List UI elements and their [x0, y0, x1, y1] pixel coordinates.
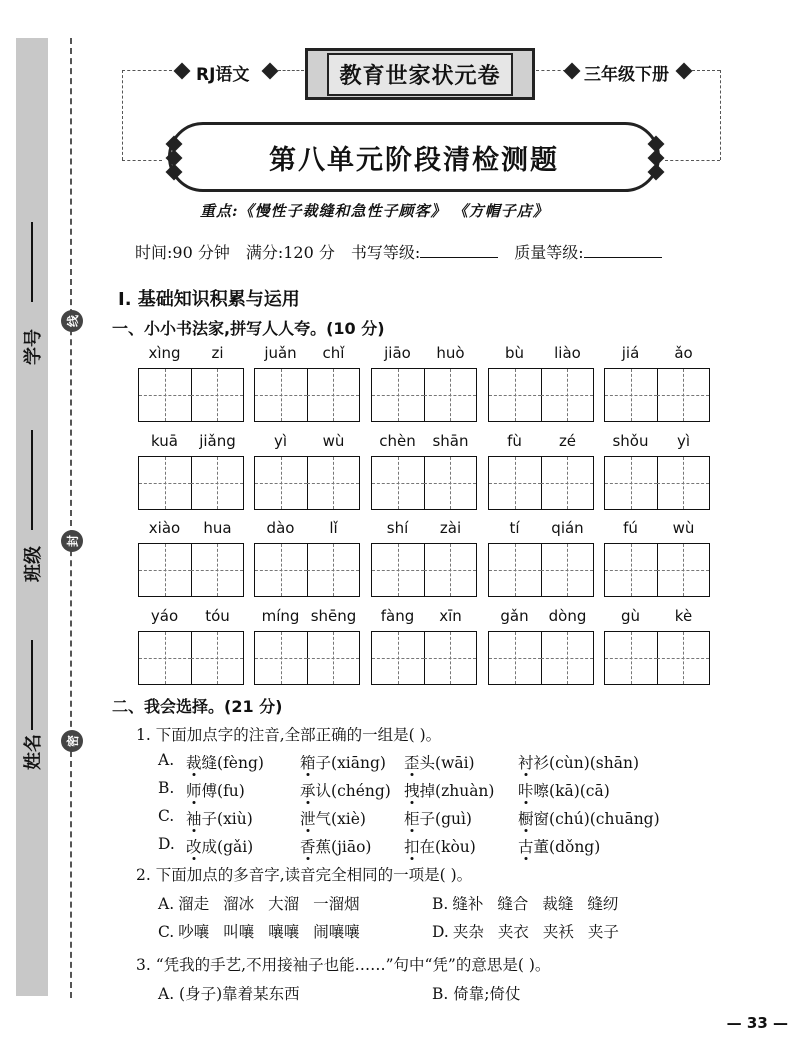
option-item	[186, 751, 264, 773]
pinyin-label: shēng	[310, 607, 357, 625]
option-rest: 子(xiāng)	[315, 754, 386, 772]
writing-cell[interactable]	[541, 544, 593, 596]
q2-title: 二、我会选择。(21 分)	[112, 697, 283, 716]
page-number: — 33 —	[726, 1014, 788, 1032]
writing-cells	[604, 543, 710, 597]
option-word: 叫嚷	[223, 923, 255, 941]
writing-cell[interactable]	[255, 544, 308, 596]
writing-cell[interactable]	[191, 457, 243, 509]
student-no-blank	[31, 222, 33, 302]
pinyin-label: xiào	[148, 519, 181, 537]
pinyin-label: fù	[507, 432, 522, 450]
writing-cell[interactable]	[255, 369, 308, 421]
writing-cell[interactable]	[139, 544, 192, 596]
writing-cell[interactable]	[139, 457, 192, 509]
writing-cell[interactable]	[424, 544, 476, 596]
dotted-char: 咔	[518, 782, 534, 800]
pinyin-label: chèn	[379, 432, 416, 450]
writing-cells	[488, 456, 594, 510]
option-word: 吵嚷	[178, 923, 210, 941]
pinyin-label: juǎn	[264, 344, 297, 362]
option-letter[interactable]: A.	[158, 751, 175, 769]
writing-cell[interactable]	[191, 369, 243, 421]
grade-tag: 三年级下册	[584, 65, 669, 85]
writing-cell[interactable]	[657, 457, 709, 509]
dotted-char: 柜	[404, 810, 420, 828]
connector-line	[720, 70, 721, 160]
dotted-char: 泄	[300, 810, 316, 828]
option-word: 裁缝	[542, 895, 574, 913]
option-word: 溜冰	[223, 895, 255, 913]
pinyin-label: xìng	[148, 344, 181, 362]
pinyin-label: zài	[439, 519, 462, 537]
dotted-char: 橱	[518, 810, 534, 828]
writing-cells	[254, 631, 360, 685]
writing-cell[interactable]	[605, 369, 658, 421]
option-word: 闹嚷嚷	[313, 923, 360, 941]
part1-title: Ⅰ. 基础知识积累与运用	[118, 289, 300, 310]
dotted-char: 歪	[404, 754, 420, 772]
pinyin-label: kè	[674, 607, 693, 625]
writing-cells	[371, 543, 477, 597]
option-word: 夹衣	[497, 923, 529, 941]
option-item	[518, 807, 660, 829]
dotted-char: 古	[518, 838, 534, 856]
pinyin-label: wù	[672, 519, 695, 537]
option-item	[518, 835, 600, 857]
writing-cells	[254, 456, 360, 510]
option-word: 嚷嚷	[268, 923, 300, 941]
option-item	[186, 807, 253, 829]
option-rest: 在(kòu)	[419, 838, 476, 856]
option-letter: A.	[158, 895, 175, 913]
cut-line	[70, 38, 72, 998]
diamond-icon	[676, 63, 693, 80]
option-rest: 掉(zhuàn)	[419, 782, 495, 800]
class-label: 班级	[23, 546, 44, 582]
writing-cell[interactable]	[605, 632, 658, 684]
option-word: 缝纫	[587, 895, 619, 913]
option-word: 缝补	[452, 895, 484, 913]
series-title: 教育世家状元卷	[327, 53, 512, 96]
pinyin-label: jiāo	[384, 344, 411, 362]
pinyin-label: shí	[386, 519, 409, 537]
connector-line	[122, 70, 172, 71]
pinyin-label: hua	[203, 519, 232, 537]
writing-cell[interactable]	[307, 544, 359, 596]
connector-line	[665, 160, 720, 161]
full-score: 满分:120 分	[245, 243, 335, 262]
pinyin-label: tóu	[205, 607, 230, 625]
quality-grade-blank[interactable]	[584, 243, 662, 258]
seal-xian: 线	[61, 310, 83, 332]
q2-sub2-option-c[interactable]	[158, 920, 374, 942]
option-item	[300, 779, 391, 801]
writing-cells	[488, 631, 594, 685]
option-word: 缝合	[497, 895, 529, 913]
pinyin-label: fú	[623, 519, 638, 537]
option-rest: 子(guì)	[419, 810, 472, 828]
connector-line	[536, 70, 566, 71]
option-rest: 傅(fu)	[201, 782, 245, 800]
pinyin-label: gǎn	[500, 607, 529, 625]
pinyin-label: dòng	[548, 607, 587, 625]
pinyin-label: yáo	[150, 607, 179, 625]
writing-cell[interactable]	[307, 632, 359, 684]
time-limit: 时间:90 分钟	[135, 243, 230, 262]
writing-cell[interactable]	[191, 544, 243, 596]
option-letter: C.	[158, 923, 175, 941]
option-item	[518, 751, 639, 773]
writing-cells	[604, 456, 710, 510]
writing-cell[interactable]	[541, 369, 593, 421]
dotted-char: 扣	[404, 838, 420, 856]
pinyin-label: xīn	[439, 607, 462, 625]
connector-line	[278, 70, 304, 71]
connector-line	[122, 160, 162, 161]
pinyin-label: liào	[554, 344, 581, 362]
writing-cells	[138, 631, 244, 685]
writing-cells	[604, 631, 710, 685]
writing-cell[interactable]	[605, 544, 658, 596]
writing-cell[interactable]	[307, 457, 359, 509]
writing-cell[interactable]	[489, 369, 542, 421]
pinyin-label: zi	[211, 344, 224, 362]
writing-grade-blank[interactable]	[420, 243, 498, 258]
option-item	[186, 835, 253, 857]
writing-cell[interactable]	[139, 632, 192, 684]
writing-cells	[138, 543, 244, 597]
option-rest: 窗(chú)(chuāng)	[533, 810, 660, 828]
option-letter[interactable]: D.	[158, 835, 175, 853]
option-item	[404, 835, 476, 857]
q1-title: 一、小小书法家,拼写人人夸。(10 分)	[112, 319, 385, 338]
pinyin-label: qián	[551, 519, 584, 537]
option-word: 溜走	[178, 895, 210, 913]
writing-cell[interactable]	[255, 632, 308, 684]
pinyin-label: chǐ	[322, 344, 345, 362]
pinyin-label: bù	[504, 344, 525, 362]
option-word: 大溜	[268, 895, 300, 913]
page-title: 第八单元阶段清检测题	[168, 122, 660, 192]
writing-cells	[371, 631, 477, 685]
writing-cells	[488, 368, 594, 422]
pinyin-label: míng	[261, 607, 300, 625]
option-rest: 蕉(jiāo)	[315, 838, 372, 856]
option-rest: 衫(cùn)(shān)	[533, 754, 640, 772]
pinyin-label: shān	[432, 432, 469, 450]
writing-cells	[254, 368, 360, 422]
writing-cell[interactable]	[307, 369, 359, 421]
q2-sub2-option-b[interactable]	[432, 892, 632, 914]
option-rest: 成(gǎi)	[201, 838, 254, 856]
option-letter[interactable]: C.	[158, 807, 175, 825]
option-item	[404, 779, 494, 801]
diamond-icon	[262, 63, 279, 80]
q2-sub1: 1. 下面加点字的注音,全部正确的一组是( )。	[136, 726, 442, 744]
name-blank	[31, 640, 33, 730]
dotted-char: 袖	[186, 810, 202, 828]
writing-cells	[604, 368, 710, 422]
option-item	[404, 807, 472, 829]
q2-sub2-option-d[interactable]	[432, 920, 633, 942]
series-banner	[305, 48, 535, 100]
option-rest: 气(xiè)	[315, 810, 366, 828]
writing-cell[interactable]	[372, 632, 425, 684]
pinyin-label: jiá	[621, 344, 640, 362]
dotted-char: 香	[300, 838, 316, 856]
dotted-char: 改	[186, 838, 202, 856]
option-rest: 子(xiù)	[201, 810, 253, 828]
pinyin-label: lǐ	[329, 519, 338, 537]
dotted-char: 衬	[518, 754, 534, 772]
dotted-char: 承	[300, 782, 316, 800]
option-rest: 头(wāi)	[419, 754, 475, 772]
pinyin-label: kuā	[151, 432, 178, 450]
option-rest: 董(dǒng)	[533, 838, 601, 856]
dotted-char: 拽	[404, 782, 420, 800]
option-rest: 缝(fèng)	[201, 754, 264, 772]
pinyin-label: zé	[558, 432, 577, 450]
writing-cell[interactable]	[489, 544, 542, 596]
exam-info	[135, 240, 662, 263]
q2-sub3-option-b[interactable]: B. 倚靠;倚仗	[432, 985, 521, 1003]
pinyin-label: dào	[266, 519, 295, 537]
subject-tag: RJ语文	[196, 65, 250, 85]
option-rest: 嚓(kā)(cā)	[533, 782, 610, 800]
option-item	[404, 751, 475, 773]
pinyin-label: tí	[509, 519, 520, 537]
writing-cell[interactable]	[372, 544, 425, 596]
connector-line	[122, 70, 123, 160]
writing-cell[interactable]	[191, 632, 243, 684]
pinyin-label: fàng	[380, 607, 415, 625]
dotted-char: 师	[186, 782, 202, 800]
class-blank	[31, 430, 33, 530]
q2-sub3: 3. “凭我的手艺,不用接袖子也能……”句中“凭”的意思是( )。	[136, 956, 551, 974]
q2-sub3-option-a[interactable]: A. (身子)靠着某东西	[158, 985, 300, 1003]
quality-grade: 质量等级:	[514, 240, 661, 263]
writing-cells	[138, 456, 244, 510]
writing-cell[interactable]	[489, 457, 542, 509]
dotted-char: 裁	[186, 754, 202, 772]
diamond-icon	[564, 63, 581, 80]
writing-cells	[254, 543, 360, 597]
option-item	[300, 751, 386, 773]
writing-cell[interactable]	[255, 457, 308, 509]
q2-sub2-option-a[interactable]	[158, 892, 374, 914]
writing-cell[interactable]	[657, 544, 709, 596]
pinyin-label: yì	[676, 432, 691, 450]
writing-cell[interactable]	[489, 632, 542, 684]
writing-cell[interactable]	[541, 632, 593, 684]
pinyin-label: huò	[436, 344, 465, 362]
writing-cell[interactable]	[139, 369, 192, 421]
writing-cell[interactable]	[657, 369, 709, 421]
option-letter[interactable]: B.	[158, 779, 175, 797]
option-letter: D.	[432, 923, 449, 941]
pinyin-label: gù	[620, 607, 641, 625]
option-word: 夹袄	[542, 923, 574, 941]
writing-cell[interactable]	[372, 457, 425, 509]
writing-grade: 书写等级:	[351, 240, 498, 263]
name-label: 姓名	[23, 734, 44, 770]
pinyin-label: ǎo	[674, 344, 693, 362]
writing-cells	[371, 368, 477, 422]
pinyin-label: wù	[322, 432, 345, 450]
writing-cell[interactable]	[424, 632, 476, 684]
pinyin-label: shǒu	[612, 432, 649, 450]
writing-cell[interactable]	[657, 632, 709, 684]
writing-cell[interactable]	[424, 369, 476, 421]
seal-mi: 密	[61, 730, 83, 752]
pinyin-label: jiǎng	[199, 432, 236, 450]
writing-cells	[138, 368, 244, 422]
writing-cell[interactable]	[424, 457, 476, 509]
option-letter: B.	[432, 895, 449, 913]
pinyin-label: yì	[273, 432, 288, 450]
option-word: 一溜烟	[313, 895, 360, 913]
key-points: 重点:《慢性子裁缝和急性子顾客》 《方帽子店》	[200, 202, 549, 220]
writing-cell[interactable]	[372, 369, 425, 421]
writing-cells	[371, 456, 477, 510]
writing-cell[interactable]	[605, 457, 658, 509]
connector-line	[692, 70, 720, 71]
option-item	[300, 807, 366, 829]
option-item	[186, 779, 245, 801]
option-word: 夹子	[587, 923, 619, 941]
option-item	[300, 835, 371, 857]
q2-sub2: 2. 下面加点的多音字,读音完全相同的一项是( )。	[136, 866, 473, 884]
option-word: 夹杂	[452, 923, 484, 941]
seal-feng: 封	[61, 530, 83, 552]
student-no-label: 学号	[23, 329, 44, 365]
option-rest: 认(chéng)	[315, 782, 391, 800]
option-item	[518, 779, 610, 801]
writing-cells	[488, 543, 594, 597]
dotted-char: 箱	[300, 754, 316, 772]
diamond-icon	[174, 63, 191, 80]
writing-cell[interactable]	[541, 457, 593, 509]
